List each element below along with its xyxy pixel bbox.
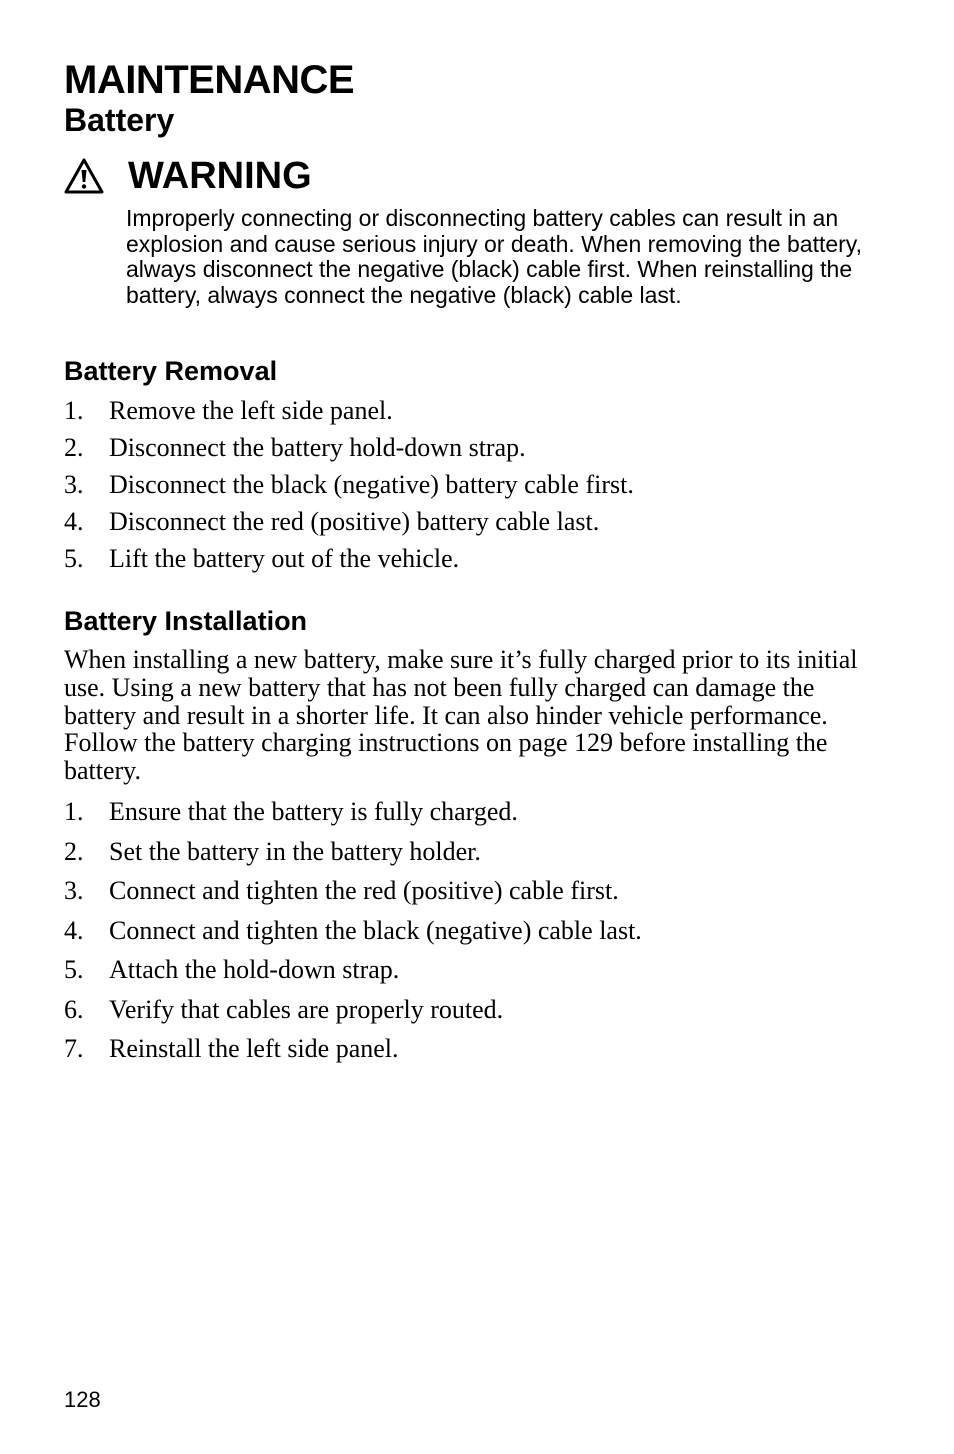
list-item — [64, 470, 634, 507]
step-number: 2. — [64, 433, 84, 462]
battery-installation-intro: When installing a new battery, make sure it’s fully charged prior to its initial use. Using a new battery that has not been fully charged can damage the battery and result in a shorter life. It can also hinder vehicle performance. Follow the battery charging instructions on page 129 before installing the battery. — [64, 645, 858, 786]
step-text: Remove the left side panel. — [109, 396, 393, 425]
step-number: 1. — [64, 396, 84, 425]
list-item — [64, 995, 642, 1035]
list-item — [64, 876, 642, 916]
step-text: Disconnect the black (negative) battery cable first. — [109, 470, 634, 499]
step-text: Lift the battery out of the vehicle. — [109, 544, 460, 573]
battery-installation-heading: Battery Installation — [64, 606, 308, 636]
step-text: Connect and tighten the black (negative) cable last. — [109, 915, 642, 945]
list-item — [64, 433, 634, 470]
step-number: 4. — [64, 915, 84, 945]
page-number: 128 — [64, 1387, 101, 1412]
list-item — [64, 837, 642, 877]
subsection-title: Battery — [64, 102, 175, 138]
step-number: 2. — [64, 836, 84, 866]
step-text: Attach the hold-down strap. — [109, 955, 400, 984]
step-number: 3. — [64, 470, 84, 499]
warning-text: Improperly connecting or disconnecting battery cables can result in an explosion and cause serious injury or death. When removing the battery, always disconnect the negative (black) cable first. When reinstalling the battery, always connect the negative (black) cable last. — [126, 205, 862, 308]
list-item — [64, 544, 634, 581]
step-text: Ensure that the battery is fully charged. — [109, 797, 518, 826]
warning-header — [64, 152, 312, 200]
step-number: 3. — [64, 876, 84, 905]
step-number: 7. — [64, 1034, 84, 1063]
step-text: Reinstall the left side panel. — [109, 1034, 399, 1063]
list-item — [64, 955, 642, 995]
step-number: 4. — [64, 507, 84, 536]
battery-removal-heading: Battery Removal — [64, 356, 278, 386]
step-text: Disconnect the red (positive) battery cable last. — [109, 507, 600, 536]
step-text: Connect and tighten the red (positive) cable first. — [109, 876, 619, 905]
section-title: MAINTENANCE — [64, 58, 355, 102]
step-number: 5. — [64, 544, 84, 573]
list-item — [64, 396, 634, 433]
list-item — [64, 1034, 642, 1074]
step-number: 1. — [64, 797, 84, 826]
list-item — [64, 797, 642, 837]
step-text: Disconnect the battery hold-down strap. — [109, 433, 526, 462]
battery-removal-steps — [64, 396, 634, 581]
list-item — [64, 507, 634, 544]
step-number: 5. — [64, 955, 84, 984]
step-text: Set the battery in the battery holder. — [109, 836, 481, 866]
warning-title: WARNING — [128, 155, 312, 197]
list-item — [64, 916, 642, 956]
warning-triangle-icon — [64, 158, 104, 194]
step-number: 6. — [64, 994, 84, 1024]
battery-installation-steps — [64, 797, 642, 1074]
step-text: Verify that cables are properly routed. — [109, 994, 504, 1024]
